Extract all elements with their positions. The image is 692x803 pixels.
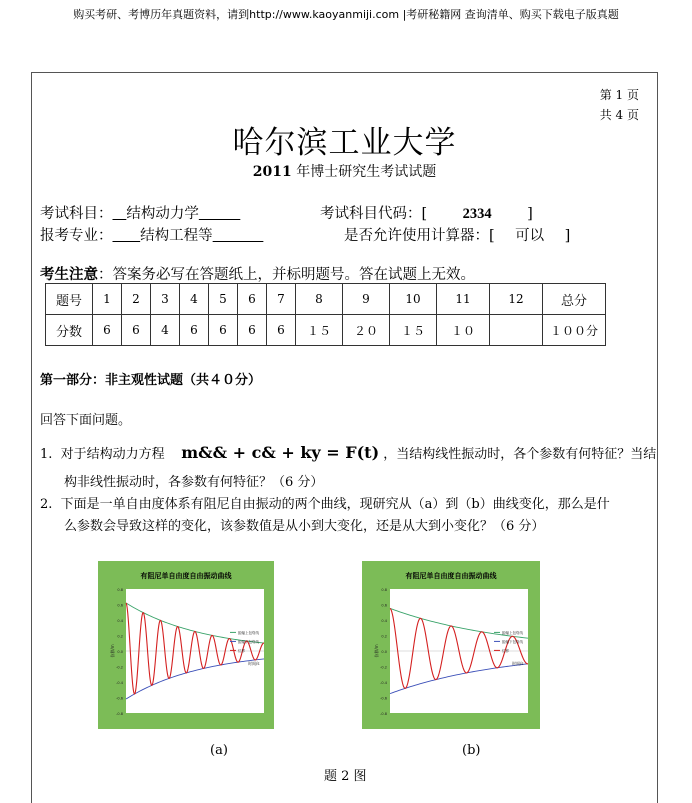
- exam-year: 2011: [252, 164, 292, 180]
- exam-notice: [40, 263, 475, 284]
- question-2-cont: 么参数会导致这样的变化，该参数值是从小到大变化，还是从大到小变化？（6 分）: [64, 519, 545, 534]
- table-cell: １５: [390, 315, 437, 346]
- figure-a-label: (a): [210, 743, 228, 758]
- question-number: 1.: [40, 447, 53, 462]
- row-label: 题号: [46, 284, 93, 315]
- dynamic-equation: m&& + c& + ky = F(t): [181, 443, 380, 462]
- x-axis-label: 时间/s: [248, 661, 260, 666]
- y-tick-label: -0.4: [116, 681, 123, 685]
- major-value: 结构工程等: [140, 228, 213, 244]
- table-cell: 6: [238, 315, 267, 346]
- table-row: [46, 315, 606, 346]
- table-cell: 1: [93, 284, 122, 315]
- y-axis-label: 位移/m: [374, 644, 379, 658]
- table-cell: １００分: [543, 315, 606, 346]
- y-tick-label: -0.8: [380, 712, 387, 716]
- section-title: 第一部分：非主观性试题（共４０分）: [40, 373, 262, 388]
- y-tick-label: 0.6: [117, 603, 123, 608]
- chart-title: 有阻尼单自由度自由振动曲线: [140, 572, 232, 580]
- table-cell: 总分: [543, 284, 606, 315]
- calc-value: 可以: [515, 228, 545, 244]
- table-row: [46, 284, 606, 315]
- subject-value: 结构动力学: [126, 206, 199, 222]
- table-cell: 6: [238, 284, 267, 315]
- table-cell: 6: [267, 315, 296, 346]
- exam-subtitle: [32, 161, 657, 181]
- table-cell: 6: [180, 315, 209, 346]
- y-tick-label: -0.2: [380, 665, 387, 670]
- page-current: 第 1 页: [599, 88, 639, 102]
- y-tick-label: -0.2: [116, 665, 123, 670]
- table-cell: 6: [122, 315, 151, 346]
- question-number: 2.: [40, 497, 53, 512]
- y-tick-label: 0.6: [381, 603, 387, 608]
- question-1: 1. 对于结构动力方程 m&& + c& + ky = F(t) ，当结构线性振动时，各个参数有何特征？当结: [40, 443, 657, 462]
- section-intro: 回答下面问题。: [40, 413, 132, 428]
- y-tick-label: -0.6: [116, 696, 123, 701]
- calc-label: 是否允许使用计算器：[: [344, 228, 495, 244]
- legend-label: 振幅上包络线: [238, 630, 259, 635]
- table-cell: １０: [437, 315, 490, 346]
- y-tick-label: 0.0: [117, 650, 123, 654]
- table-cell: 8: [296, 284, 343, 315]
- notice-heading: 考生注意: [40, 266, 98, 283]
- subject-label: 考试科目：: [40, 206, 113, 222]
- y-tick-label: -0.6: [380, 696, 387, 701]
- table-cell: 5: [209, 284, 238, 315]
- page-total: 共 4 页: [599, 108, 639, 122]
- university-title: 哈尔滨工业大学: [232, 125, 457, 161]
- figure-caption: 题 2 图: [324, 769, 367, 784]
- exam-page: [31, 72, 658, 803]
- chart-b-svg: [362, 561, 540, 729]
- table-cell: 11: [437, 284, 490, 315]
- table-cell: １５: [296, 315, 343, 346]
- subject-line: [40, 202, 240, 223]
- x-axis-label: 时间/s: [512, 661, 524, 666]
- figure-b: [362, 561, 540, 729]
- legend-label: 振幅下包络线: [238, 639, 259, 644]
- table-cell: 12: [490, 284, 543, 315]
- question-1-cont: 构非线性振动时，各参数有何特征？（6 分）: [64, 475, 324, 490]
- legend-label: 振幅上包络线: [502, 630, 523, 635]
- row-label: 分数: [46, 315, 93, 346]
- chart-title: 有阻尼单自由度自由振动曲线: [405, 572, 497, 580]
- question-2: 2. 下面是一单自由度体系有阻尼自由振动的两个曲线，现研究从（a）到（b）曲线变化，那么是什: [40, 497, 610, 512]
- legend-label: 振幅下包络线: [502, 639, 523, 644]
- y-tick-label: 0.0: [381, 650, 387, 654]
- table-cell: 2: [122, 284, 151, 315]
- notice-text: ：答案务必写在答题纸上，并标明题号。答在试题上无效。: [98, 267, 475, 283]
- subtitle-text: 年博士研究生考试试题: [291, 164, 437, 180]
- table-cell: ２０: [343, 315, 390, 346]
- score-table: [45, 283, 606, 346]
- y-tick-label: -0.4: [380, 681, 387, 685]
- legend-label: 位移: [502, 648, 509, 653]
- y-tick-label: 0.2: [381, 634, 387, 639]
- y-tick-label: 0.8: [117, 588, 123, 592]
- table-cell: 7: [267, 284, 296, 315]
- calculator-line: 是否允许使用计算器：[ 可以 ]: [344, 224, 570, 245]
- table-cell: [490, 315, 543, 346]
- code-label: 考试科目代码：[: [320, 206, 428, 222]
- chart-a-svg: [98, 561, 274, 729]
- y-tick-label: 0.8: [381, 588, 387, 592]
- y-tick-label: 0.4: [117, 619, 123, 623]
- figure-a: [98, 561, 274, 729]
- y-tick-label: 0.4: [381, 619, 387, 623]
- legend-label: 位移: [238, 648, 245, 653]
- figure-b-label: (b): [462, 743, 481, 758]
- y-tick-label: 0.2: [117, 634, 123, 639]
- major-line: [40, 224, 263, 245]
- table-cell: 4: [151, 315, 180, 346]
- site-banner: 购买考研、考博历年真题资料，请到http://www.kaoyanmiji.com |考研秘籍网 查询清单、购买下载电子版真题: [73, 8, 619, 21]
- table-cell: 4: [180, 284, 209, 315]
- y-axis-label: 位移/m: [110, 644, 115, 658]
- code-value: 2334: [462, 206, 492, 222]
- table-cell: 6: [209, 315, 238, 346]
- table-cell: 3: [151, 284, 180, 315]
- y-tick-label: -0.8: [116, 712, 123, 716]
- code-line: 考试科目代码：[ 2334 ]: [320, 206, 533, 222]
- table-cell: 9: [343, 284, 390, 315]
- table-cell: 10: [390, 284, 437, 315]
- table-cell: 6: [93, 315, 122, 346]
- major-label: 报考专业：: [40, 228, 113, 244]
